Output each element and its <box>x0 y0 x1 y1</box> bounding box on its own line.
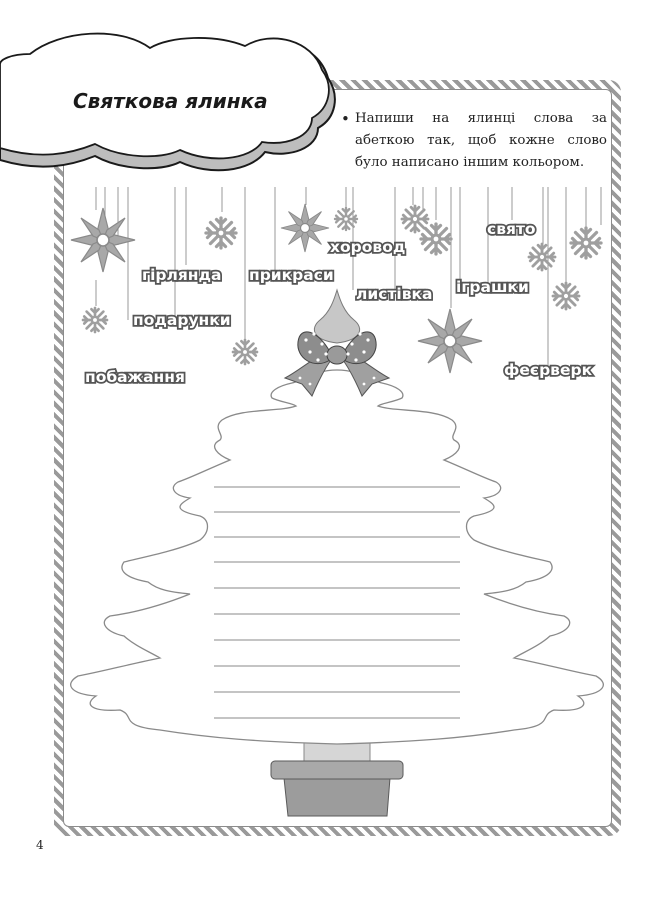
word-label: прикраси <box>249 266 334 284</box>
page-title: Святкова ялинка <box>73 89 268 113</box>
instruction <box>341 108 607 174</box>
word-label: листівка <box>356 285 433 303</box>
instruction-text: Напиши на ялинці слова за абеткою так, щоб кожне слово було написано іншим кольором. <box>355 111 607 170</box>
bullet-marker: • <box>341 110 350 128</box>
word-label: подарунки <box>133 311 231 329</box>
word-label: свято <box>487 220 536 238</box>
word-label: іграшки <box>456 278 529 296</box>
word-label: хоровод <box>330 238 406 256</box>
word-label: феєрверк <box>504 361 593 379</box>
word-label: побажання <box>85 368 185 386</box>
word-label: гірлянда <box>142 266 222 284</box>
page-number: 4 <box>36 838 44 852</box>
